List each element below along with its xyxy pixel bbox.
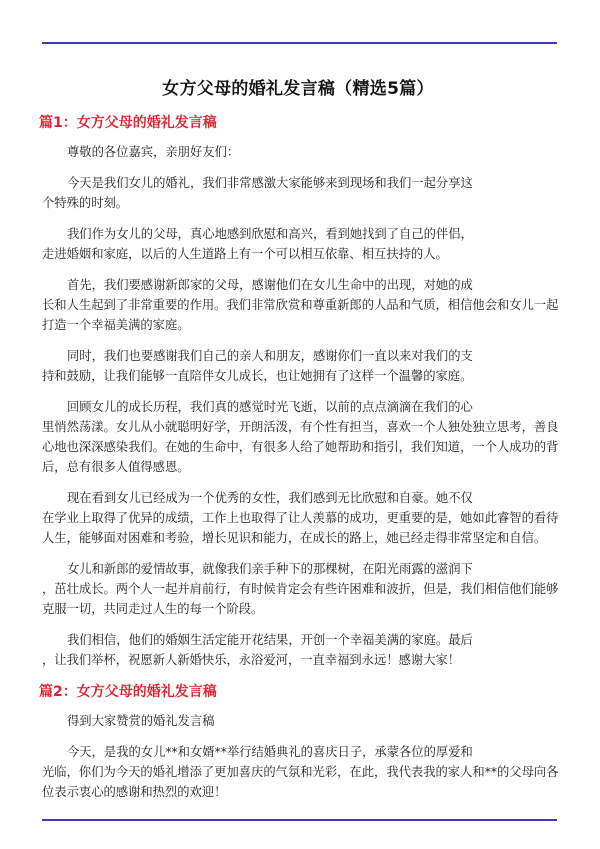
paragraph-line: ，让我们举杯，祝愿新人新婚快乐，永浴爱河，一直幸福到永远！感谢大家！	[42, 653, 461, 667]
top-divider-rule	[42, 42, 557, 44]
body-paragraph	[42, 346, 562, 386]
paragraph-line: 尊敬的各位嘉宾，亲朋好友们：	[67, 145, 240, 159]
body-paragraph	[42, 630, 562, 670]
paragraph-line: 里悄然荡漾。女儿从小就聪明好学，开朗活泼，有个性有担当，喜欢一个人独处独立思考，善良	[42, 420, 559, 434]
document-title: 女方父母的婚礼发言稿（精选5篇）	[162, 79, 434, 99]
body-paragraph	[42, 488, 562, 548]
paragraph-line: 后，总有很多人值得感恩。	[42, 460, 190, 474]
body-paragraph	[42, 173, 562, 213]
paragraph-line: 打造一个幸福美满的家庭。	[42, 318, 190, 332]
paragraph-line: 得到大家赞赏的婚礼发言稿	[67, 714, 215, 728]
section-heading: 篇1：女方父母的婚礼发言稿	[39, 115, 217, 131]
body-paragraph	[42, 142, 562, 162]
paragraph-line: 同时，我们也要感谢我们自己的亲人和朋友，感谢你们一直以来对我们的支	[67, 349, 473, 363]
paragraph-line: 今天，是我的女儿**和女婿**举行结婚典礼的喜庆日子，承蒙各位的厚爱和	[67, 745, 473, 759]
paragraph-line: 现在看到女儿已经成为一个优秀的女性，我们感到无比欣慰和自豪。她不仅	[67, 491, 473, 505]
paragraph-line: 长和人生起到了非常重要的作用。我们非常欣赏和尊重新郎的人品和气质，相信他会和女儿一起	[42, 298, 559, 312]
bottom-divider-rule	[42, 819, 557, 821]
paragraph-line: 心地也深深感染我们。在她的生命中，有很多人给了她帮助和指引，我们知道，一个人成功的背	[42, 440, 559, 454]
paragraph-line: 今天是我们女儿的婚礼，我们非常感激大家能够来到现场和我们一起分享这	[67, 176, 473, 190]
section-heading: 篇2：女方父母的婚礼发言稿	[39, 684, 217, 700]
sections-container	[39, 112, 562, 802]
paragraph-line: 在学业上取得了优异的成绩，工作上也取得了让人羡慕的成功，更重要的是，她如此睿智的看待	[42, 511, 559, 525]
body-paragraph	[42, 397, 562, 477]
paragraph-line: 个特殊的时刻。	[42, 196, 129, 210]
paragraph-line: 位表示衷心的感谢和热烈的欢迎！	[42, 785, 227, 799]
paragraph-line: 人生，能够面对困难和考验，增长见识和能力，在成长的路上，她已经走得非常坚定和自信。	[42, 531, 547, 545]
paragraph-line: 我们作为女儿的父母，真心地感到欣慰和高兴，看到她找到了自己的伴侣，	[67, 227, 473, 241]
paragraph-line: 走进婚姻和家庭，以后的人生道路上有一个可以相互依靠、相互扶持的人。	[42, 247, 448, 261]
body-paragraph	[42, 711, 562, 731]
body-paragraph	[42, 275, 562, 335]
paragraph-line: 克服一切，共同走过人生的每一个阶段。	[42, 602, 264, 616]
paragraph-line: ，茁壮成长。两个人一起并肩前行，有时候肯定会有些许困难和波折，但是，我们相信他们能够	[42, 582, 559, 596]
body-paragraph	[42, 224, 562, 264]
paragraph-line: 我们相信，他们的婚姻生活定能开花结果，开创一个幸福美满的家庭。最后	[67, 633, 473, 647]
body-paragraph	[42, 742, 562, 802]
paragraph-line: 光临，你们为今天的婚礼增添了更加喜庆的气氛和光彩，在此，我代表我的家人和**的父母向各	[42, 765, 559, 779]
paragraph-line: 女儿和新郎的爱情故事，就像我们亲手种下的那棵树，在阳光雨露的滋润下	[67, 562, 473, 576]
paragraph-line: 回顾女儿的成长历程，我们真的感觉时光飞逝，以前的点点滴滴在我们的心	[67, 400, 473, 414]
paragraph-line: 首先，我们要感谢新郎家的父母，感谢他们在女儿生命中的出现，对她的成	[67, 278, 473, 292]
body-paragraph	[42, 559, 562, 619]
document-page	[39, 76, 562, 813]
paragraph-line: 持和鼓励，让我们能够一直陪伴女儿成长，也让她拥有了这样一个温馨的家庭。	[42, 369, 473, 383]
